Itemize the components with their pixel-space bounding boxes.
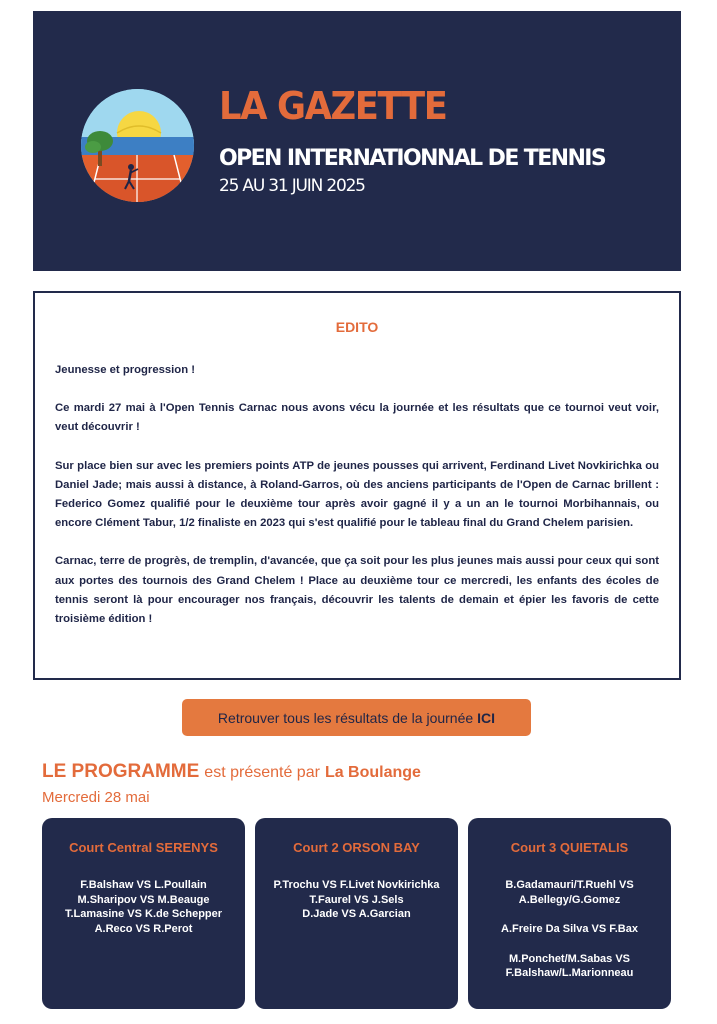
edito-paragraph: Sur place bien sur avec les premiers points ATP de jeunes pousses qui arrivent, Ferdinand Livet Novkirichka ou Daniel Jade; mais aussi à distance, à Roland-Garros, où des anciens participants de l'Open de Carnac brillent : Federico Gomez qualifié pour le deuxième tour après avoir gagné il y a un an le tournoi Morbihannais, ou encore Clément Tabur, 1/2 finaliste en 2023 qui s'est qualifié pour le tableau final du Grand Chelem parisien. [55, 459, 659, 530]
programme-date: Mercredi 28 mai [42, 789, 150, 806]
match: M.Sharipov VS M.Beauge [77, 893, 210, 906]
tournament-logo [81, 89, 194, 202]
gazette-title: LA GAZETTE [219, 84, 447, 128]
court-card-2 [255, 818, 458, 1009]
match: P.Trochu VS F.Livet Novkirichka [273, 879, 440, 891]
court-card-3 [468, 818, 671, 1009]
match: T.Faurel VS J.Sels [309, 893, 404, 906]
court-name: Court Central SERENYS [69, 840, 218, 855]
programme-title: LE PROGRAMME [42, 761, 200, 782]
programme-sponsor: La Boulange [324, 764, 421, 781]
court-matches [478, 878, 661, 981]
tournament-dates: 25 AU 31 JUIN 2025 [219, 176, 365, 196]
match: A.Freire Da Silva VS F.Bax [501, 923, 638, 935]
court-matches [52, 878, 235, 936]
edito-paragraph: Ce mardi 27 mai à l'Open Tennis Carnac nous avons vécu la journée et les résultats que ce tournoi veut voir, veut découvrir ! [55, 402, 659, 434]
header-banner [33, 11, 681, 271]
results-link[interactable]: ICI [477, 709, 496, 726]
match: D.Jade VS A.Garcian [302, 908, 411, 920]
edito-paragraph: Carnac, terre de progrès, de tremplin, d'avancée, que ça soit pour les plus jeunes mais aussi pour ceux qui sont aux portes des tournois des Grand Chelem ! Place au deuxième tour ce mercredi, les enfants des écoles de tennis seront là pour encourager nos français, découvrir les talents de demain et épier les favoris de cette troisième édition ! [55, 555, 659, 626]
court-card-central [42, 818, 245, 1009]
match: M.Ponchet/M.Sabas VS F.Balshaw/L.Marionneau [505, 952, 634, 979]
match: T.Lamasine VS K.de Schepper [64, 908, 223, 920]
edito-box [33, 291, 681, 680]
programme-heading [42, 761, 421, 783]
edito-paragraph: Jeunesse et progression ! [55, 364, 196, 376]
results-button-label: Retrouver tous les résultats de la journée [217, 709, 474, 726]
programme-presented-by: est présenté par [204, 764, 320, 781]
tournament-name: OPEN INTERNATIONNAL DE TENNIS [219, 146, 606, 171]
match: F.Balshaw VS L.Poullain [80, 879, 207, 891]
court-name: Court 2 ORSON BAY [293, 840, 420, 855]
edito-title: EDITO [335, 319, 379, 335]
match: B.Gadamauri/T.Ruehl VS A.Bellegy/G.Gomez [505, 879, 634, 906]
court-name: Court 3 QUIETALIS [510, 840, 629, 855]
results-button[interactable] [182, 699, 531, 736]
match: A.Reco VS R.Perot [94, 922, 193, 935]
court-matches [265, 878, 448, 922]
edito-body [55, 361, 659, 648]
